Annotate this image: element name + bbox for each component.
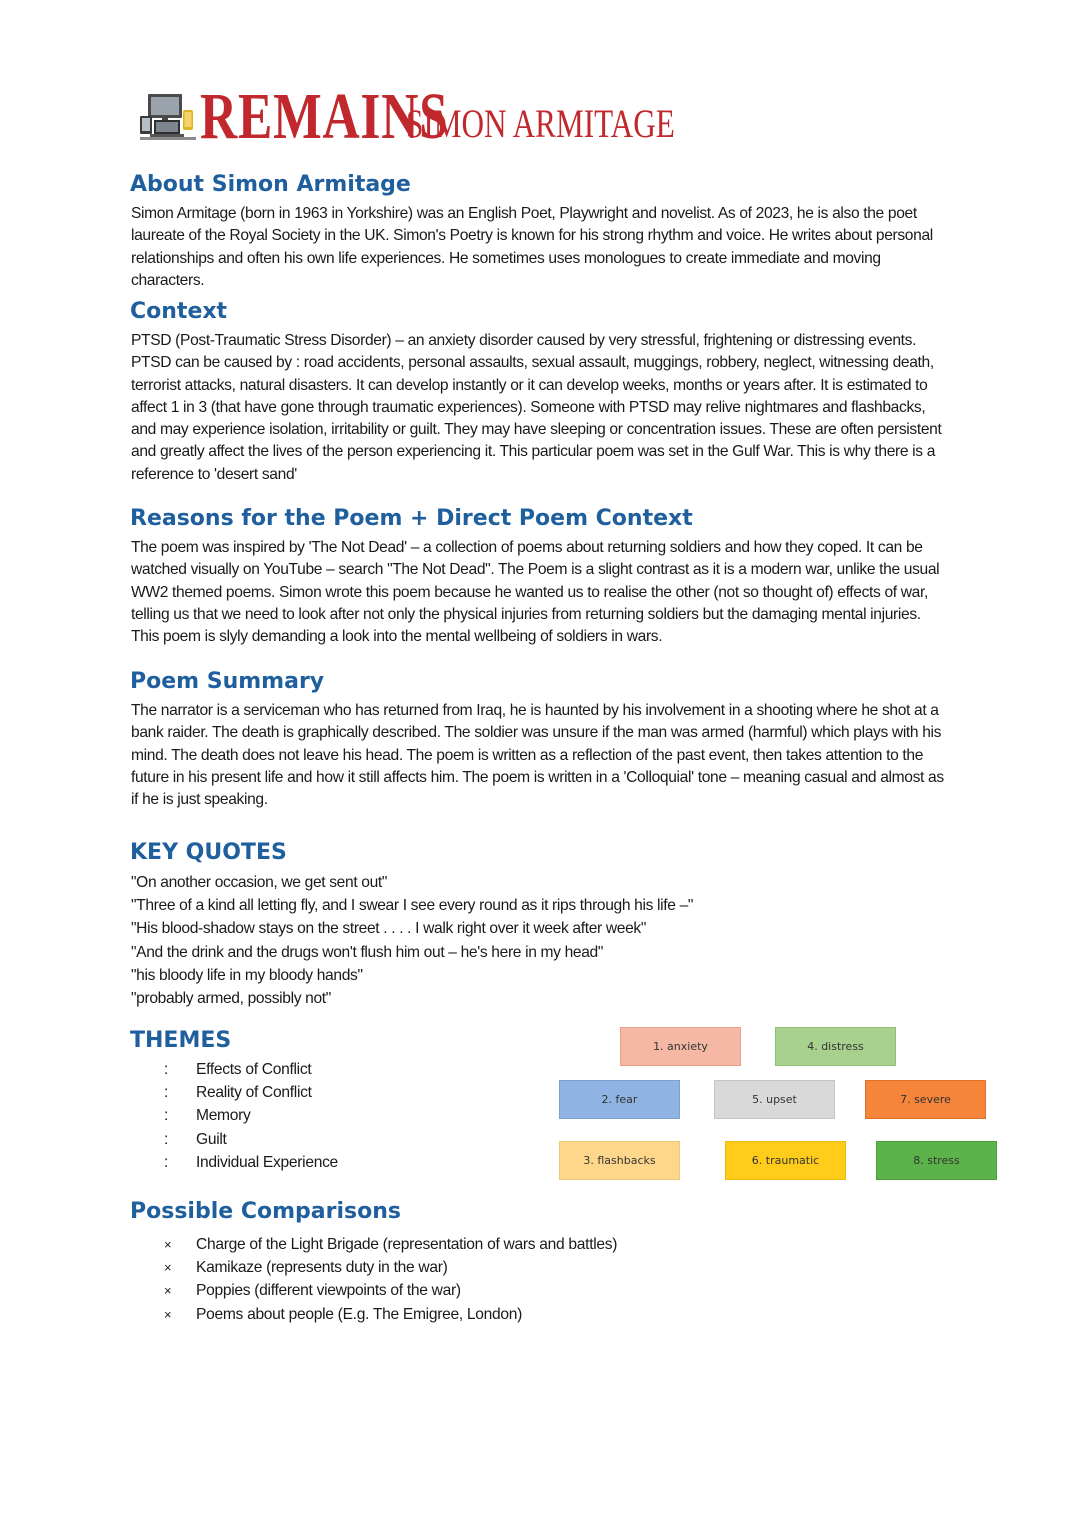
context-text: PTSD (Post-Traumatic Stress Disorder) – an anxiety disorder caused by very stressful, frightening or distressing events. PTSD can be caused by : road accidents, personal assaults, sexual assault, muggings, robbery, neglect, witnessing death, terrorist attacks, natural disasters. It can develop instantly or it can develop weeks, months or years after. It is estimated to affect 1 in 3 (that have gone through traumatic experiences). Someone with PTSD may relive nightmares and flashbacks, and may experience isolation, irritability or guilt. They may have sleeping or concentration issues. These are often persistent and greatly affect the lives of the person experiencing it. This particular poem was set in the Gulf War. This is why there is a reference to 'desert sand' [131, 332, 942, 483]
word-box-flashbacks: 3. flashbacks [559, 1141, 680, 1180]
quote-item: "Three of a kind all letting fly, and I swear I see every round as it rips through his life –" [131, 897, 694, 915]
about-heading: About Simon Armitage [130, 172, 411, 197]
comparisons-list [164, 1233, 617, 1326]
colon-bullet: : [164, 1153, 169, 1171]
summary-heading: Poem Summary [130, 669, 325, 694]
theme-item [164, 1151, 338, 1174]
theme-item [164, 1058, 338, 1081]
word-box-anxiety: 1. anxiety [620, 1027, 741, 1066]
reasons-text: The poem was inspired by 'The Not Dead' – a collection of poems about returning soldiers and how they coped. It can be watched visually on YouTube – search "The Not Dead". The Poem is a slight contrast as it is a modern war, unlike the usual WW2 themed poems. Simon wrote this poem because he wanted us to realise the other (not so thought of) effects of war, telling us that we need to look after not only the physical injuries from returning soldiers but the damaging mental injuries. This poem is slyly demanding a look into the mental wellbeing of soldiers in wars. [131, 539, 940, 646]
about-text: Simon Armitage (born in 1963 in Yorkshire) was an English Poet, Playwright and novelist. As of 2023, he is also the poet laureate of the Royal Society in the UK. Simon's Poetry is known for his strong rhythm and voice. He writes about personal relationships and often his own life experiences. He sometimes uses monologues to create immediate and moving characters. [131, 205, 933, 289]
quote-item: "His blood-shadow stays on the street . . . . I walk right over it week after week" [131, 920, 647, 938]
colon-bullet: : [164, 1130, 169, 1148]
comparison-label: Kamikaze (represents duty in the war) [196, 1259, 448, 1277]
computer-devices-icon [140, 90, 196, 142]
context-heading: Context [130, 299, 228, 324]
theme-item [164, 1081, 338, 1104]
cross-bullet-icon: × [164, 1306, 172, 1322]
theme-item [164, 1104, 338, 1127]
word-box-stress: 8. stress [876, 1141, 997, 1180]
quote-item: "probably armed, possibly not" [131, 990, 331, 1008]
theme-label: Individual Experience [196, 1153, 338, 1171]
colon-bullet: : [164, 1061, 169, 1078]
comparison-item [164, 1279, 617, 1302]
quote-item: "And the drink and the drugs won't flush him out – he's here in my head" [131, 943, 604, 961]
theme-label: Memory [196, 1107, 251, 1125]
word-box-upset: 5. upset [714, 1080, 835, 1119]
cross-bullet-icon: × [164, 1283, 172, 1299]
quote-item: "his bloody life in my bloody hands" [131, 966, 363, 984]
word-box-traumatic: 6. traumatic [725, 1141, 846, 1180]
comparison-label: Charge of the Light Brigade (representation of wars and battles) [196, 1236, 618, 1253]
reasons-heading: Reasons for the Poem + Direct Poem Context [130, 506, 693, 531]
cross-bullet-icon: × [164, 1237, 172, 1252]
themes-list [164, 1058, 338, 1174]
theme-item [164, 1128, 338, 1151]
comparison-item [164, 1233, 617, 1256]
page-subtitle: SIMON ARMITAGE [406, 101, 675, 146]
quotes-heading: KEY QUOTES [130, 840, 287, 865]
comparison-label: Poems about people (E.g. The Emigree, London) [196, 1305, 523, 1323]
themes-heading: THEMES [130, 1028, 232, 1053]
quote-item: "On another occasion, we get sent out" [131, 874, 388, 891]
colon-bullet: : [164, 1084, 169, 1102]
theme-label: Guilt [196, 1130, 227, 1148]
comparison-item [164, 1303, 617, 1326]
comparison-label: Poppies (different viewpoints of the war) [196, 1282, 461, 1300]
page-title: REMAINS [200, 80, 449, 153]
title-row [140, 78, 675, 153]
word-box-distress: 4. distress [775, 1027, 896, 1066]
quote-list [131, 871, 693, 1010]
comparisons-heading: Possible Comparisons [130, 1199, 401, 1224]
theme-label: Effects of Conflict [196, 1061, 312, 1078]
word-box-fear: 2. fear [559, 1080, 680, 1119]
theme-label: Reality of Conflict [196, 1084, 312, 1102]
colon-bullet: : [164, 1107, 169, 1125]
comparison-item [164, 1256, 617, 1279]
cross-bullet-icon: × [164, 1260, 172, 1276]
word-box-severe: 7. severe [865, 1080, 986, 1119]
summary-text: The narrator is a serviceman who has returned from Iraq, he is haunted by his involvement in a shooting where he shot at a bank raider. The death is graphically described. The soldier was unsure if the man was armed (harmful) which plays with his mind. The death does not leave his head. The poem is written as a reflection of the past event, then takes attention to the future in his present life and how it still affects him. The poem is written in a 'Colloquial' tone – meaning casual and almost as if he is just speaking. [131, 702, 944, 809]
